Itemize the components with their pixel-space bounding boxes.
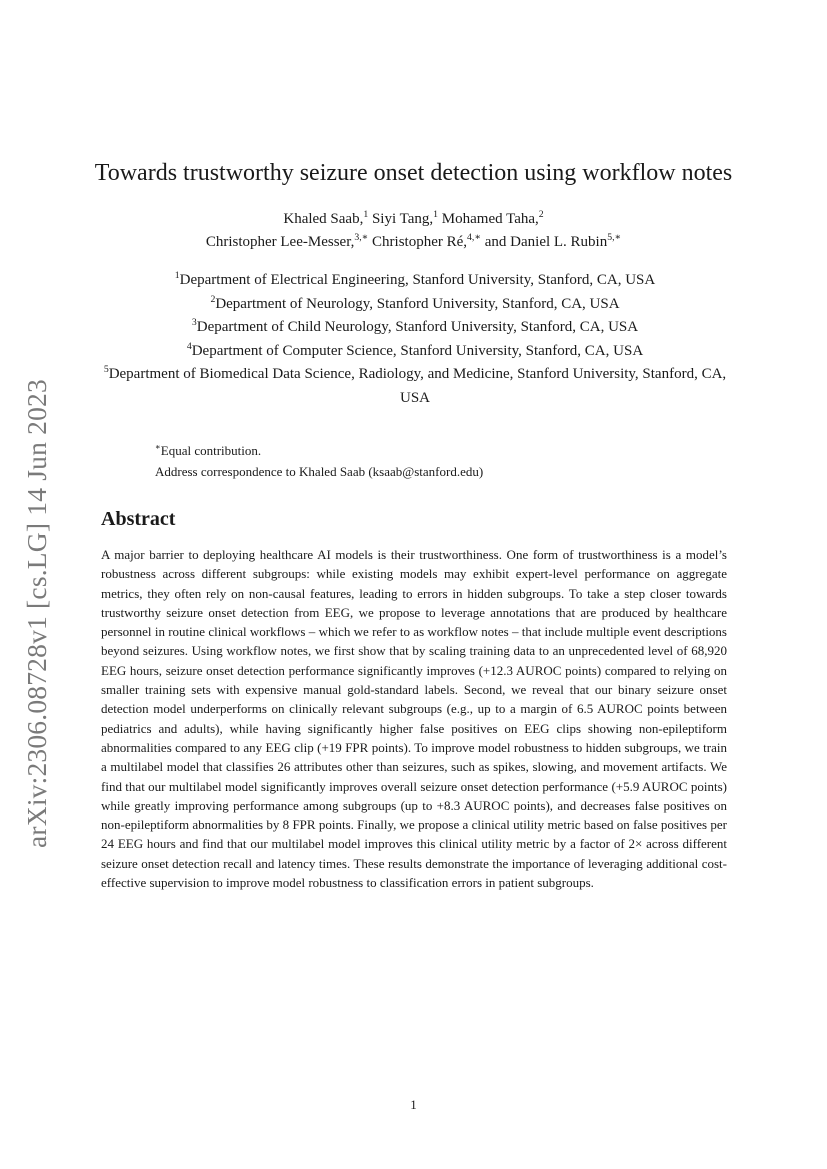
- page-number: 1: [410, 1097, 417, 1112]
- affiliation-number: 1: [174, 270, 180, 281]
- affiliation-number: 4: [186, 340, 192, 352]
- author-line-1: [0, 208, 827, 231]
- affiliation-text: Department of Computer Science, Stanford University, Stanford, CA, USA: [191, 342, 644, 359]
- author-affiliation-mark: 2: [538, 209, 544, 220]
- author-notes: [155, 440, 483, 482]
- author-affiliation-mark: 1: [363, 209, 369, 220]
- affiliation-item: [95, 340, 735, 364]
- affiliation-number: 2: [210, 293, 216, 305]
- author-line-2: [0, 231, 827, 254]
- abstract-body: A major barrier to deploying healthcare AI models is their trustworthiness. One form of trustworthiness is a model’s robustness across different subgroups: while existing models may exhibit expert-level performance on aggregate metrics, they often rely on non-causal features, leading to errors in hidden subgroups. To take a step closer towards trustworthy seizure onset detection from EEG, we propose to leverage annotations that are produced by healthcare personnel in routine clinical workflows – which we refer to as workflow notes – that include multiple event descriptions beyond seizures. Using workflow notes, we first show that by scaling training data to an unprecedented level of 68,920 EEG hours, seizure onset detection performance significantly improves (+12.3 AUROC points) compared to relying on smaller training sets with expensive manual gold-standard labels. Second, we reveal that our binary seizure onset detection model underperforms on clinically relevant subgroups (e.g., up to a margin of 6.5 AUROC points between pediatrics and adults), while having significantly higher false positives on EEG clips showing non-epileptiform abnormalities compared to any EEG clip (+19 FPR points). To improve model robustness to hidden subgroups, we train a multilabel model that classifies 26 attributes other than seizures, such as spikes, slowing, and movement artifacts. We find that our multilabel model significantly improves overall seizure onset detection performance (+5.9 AUROC points) while greatly improving performance among subgroups (up to +8.3 AUROC points), and decreases false positives on non-epileptiform abnormalities by 8 FPR points. Finally, we propose a clinical utility metric based on false positives per 24 EEG hours and find that our multilabel model improves this clinical utility metric by a factor of 2× across different seizure onset detection recall and latency times. These results demonstrate the importance of leveraging additional cost-effective supervision to improve model robustness to classification errors in patient subgroups.: [101, 547, 727, 891]
- author-list: [0, 208, 827, 254]
- author-affiliation-mark: 5,∗: [607, 232, 622, 243]
- author-name: Christopher Lee-Messer,: [205, 234, 355, 250]
- equal-contribution-note: [155, 440, 483, 461]
- affiliation-number: 3: [191, 317, 197, 328]
- affiliation-item: [95, 293, 735, 317]
- author-name: Khaled Saab,: [283, 211, 364, 227]
- affiliation-number: 5: [103, 364, 109, 375]
- arxiv-identifier-stamp: arXiv:2306.08728v1 [cs.LG] 14 Jun 2023: [21, 379, 52, 848]
- paper-title: Towards trustworthy seizure onset detection using workflow notes: [94, 160, 733, 186]
- author-name: Christopher Ré,: [368, 234, 468, 250]
- equal-contribution-text: Equal contribution.: [160, 443, 262, 458]
- footnote-mark: ∗: [155, 441, 161, 452]
- affiliation-list: [95, 269, 735, 410]
- affiliation-text: Department of Electrical Engineering, Stanford University, Stanford, CA, USA: [179, 272, 656, 288]
- affiliation-text: Department of Neurology, Stanford University, Stanford, CA, USA: [215, 295, 620, 312]
- author-name: and Daniel L. Rubin: [481, 234, 608, 250]
- affiliation-item: [95, 316, 735, 340]
- author-affiliation-mark: 1: [433, 209, 439, 220]
- correspondence-note: Address correspondence to Khaled Saab (ksaab@stanford.edu): [155, 464, 484, 479]
- abstract-heading: Abstract: [101, 508, 176, 530]
- affiliation-item: [95, 269, 735, 293]
- author-affiliation-mark: 3,∗: [354, 232, 369, 243]
- affiliation-item: [95, 363, 735, 410]
- affiliation-text: Department of Biomedical Data Science, Radiology, and Medicine, Stanford University, Stanford, CA, USA: [108, 366, 727, 406]
- author-name: Siyi Tang,: [368, 211, 434, 227]
- affiliation-text: Department of Child Neurology, Stanford University, Stanford, CA, USA: [196, 319, 639, 335]
- author-name: Mohamed Taha,: [438, 211, 539, 227]
- author-affiliation-mark: 4,∗: [467, 232, 481, 243]
